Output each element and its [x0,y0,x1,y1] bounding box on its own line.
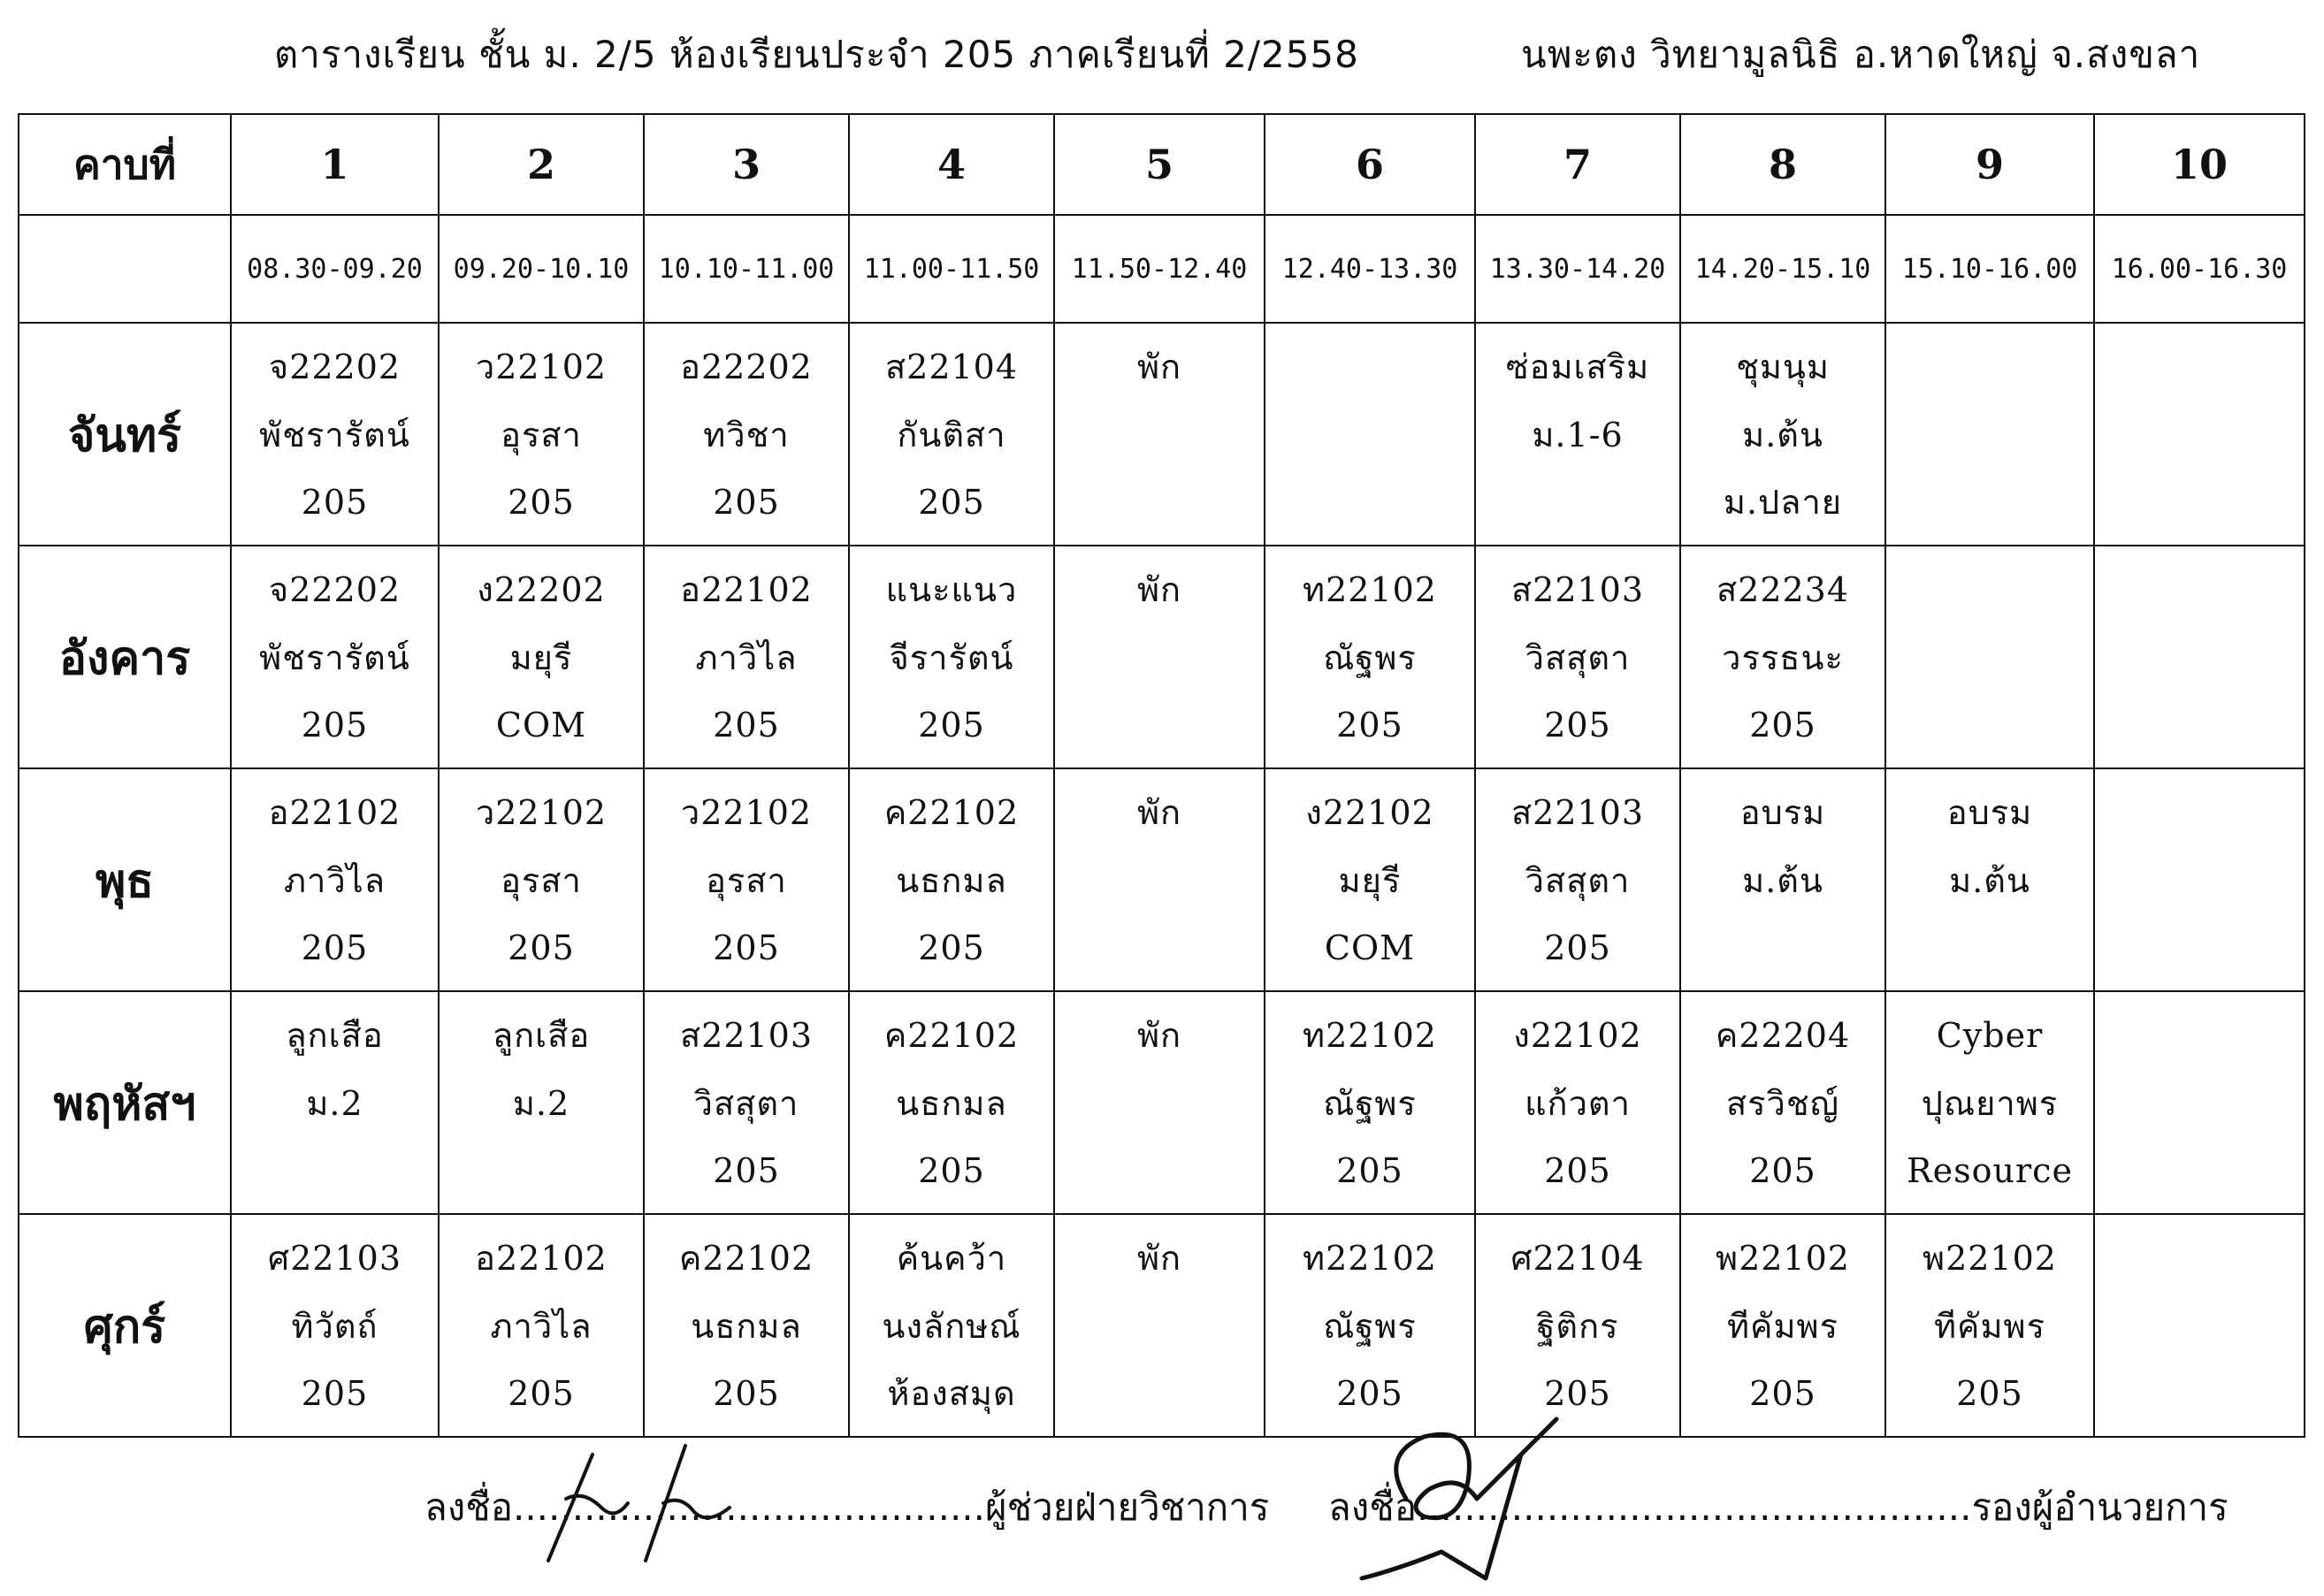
period-number: 2 [439,114,644,215]
cell-content [1681,770,1884,989]
cell-room: 205 [713,706,780,745]
cell-subject-code: ส22104 [884,347,1019,386]
cell-teacher-name: ณัฐพร [1323,638,1417,677]
cell-room: Resource [1907,1151,2073,1191]
timetable-cell [2094,768,2305,991]
timetable-cell [439,768,644,991]
cell-room: 205 [301,1374,369,1414]
cell-subject-code: อ22202 [680,347,813,386]
cell-content [1681,547,1884,767]
cell-room [1055,476,1264,544]
cell-subject-code: ส22103 [679,1016,814,1055]
cell-subject-code: ส22103 [1510,793,1645,832]
cell-teacher-name: ม.ต้น [1742,860,1823,900]
timetable-cell [439,546,644,768]
cell-subject-code: พัก [1136,1016,1182,1055]
cell-room: 205 [301,928,369,968]
cell-content [232,1216,438,1435]
cell-teacher-name: ทีคัมพร [1934,1306,2045,1346]
day-row [19,323,2305,546]
cell-teacher-name: อุรสา [706,860,787,900]
cell-content [1476,325,1679,544]
cell-room [2095,476,2304,544]
cell-room [1476,476,1679,544]
period-time: 14.20-15.10 [1680,215,1885,323]
cell-content [1886,1216,2093,1435]
cell-room: 205 [918,1151,985,1191]
cell-teacher-name: ณัฐพร [1323,1083,1417,1123]
cell-room: 205 [713,1374,780,1414]
cell-subject-code: พ22102 [1716,1239,1850,1278]
cell-subject-code: ว22102 [475,793,608,832]
cell-room [2095,1367,2304,1435]
cell-content [2095,325,2304,544]
cell-teacher-name: นธกมล [896,1083,1007,1123]
cell-subject-code: ง22102 [1305,793,1434,832]
cell-room: 205 [918,928,985,968]
cell-subject-code: ซ่อมเสริม [1505,347,1650,386]
cell-room: 205 [1336,1374,1403,1414]
cell-content [645,770,848,989]
cell-subject-code: จ22202 [268,347,401,386]
cell-room: 205 [713,928,780,968]
cell-teacher-name: มยุรี [509,638,573,677]
cell-teacher-name: วิสสุตา [1525,638,1631,677]
period-number: 3 [644,114,849,215]
period-time: 13.30-14.20 [1475,215,1680,323]
cell-room: 205 [1749,1151,1816,1191]
cell-subject-code: Cyber [1936,1016,2044,1055]
cell-room [1055,921,1264,989]
cell-room: 205 [1544,928,1611,968]
cell-content [645,547,848,767]
cell-content [1886,993,2093,1212]
cell-subject-code: ง22202 [477,570,606,609]
cell-room [1055,699,1264,767]
cell-content [1265,325,1474,544]
cell-subject-code: ลูกเสือ [492,1016,591,1055]
cell-subject-code: พ22102 [1923,1239,2057,1278]
timetable-cell [439,1214,644,1437]
timetable-cell [439,323,644,546]
cell-room [440,1144,643,1212]
cell-subject-code [2095,1009,2304,1077]
period-time: 16.00-16.30 [2094,215,2305,323]
cell-content [1476,547,1679,767]
cell-room [1681,921,1884,989]
day-label: อังคาร [19,546,231,768]
cell-teacher-name: ภาวิไล [490,1306,592,1346]
timetable-cell [231,768,439,991]
timetable-cell [1265,991,1475,1214]
page-title [274,19,2220,90]
cell-content [1476,770,1679,989]
period-number: 1 [231,114,439,215]
cell-subject-code: ง22102 [1513,1016,1642,1055]
cell-content [232,770,438,989]
cell-teacher-name [1055,1300,1264,1368]
cell-content [1476,993,1679,1212]
cell-room: 205 [301,706,369,745]
cell-content [645,1216,848,1435]
cell-room: 205 [1544,1374,1611,1414]
cell-content [440,1216,643,1435]
cell-subject-code [2095,1232,2304,1300]
day-label: ศุกร์ [19,1214,231,1437]
timetable-cell [1680,1214,1885,1437]
cell-teacher-name [2095,409,2304,477]
timetable-cell [849,1214,1054,1437]
cell-teacher-name [1055,409,1264,477]
cell-content [645,325,848,544]
cell-subject-code [2095,563,2304,631]
day-row [19,1214,2305,1437]
timetable-cell [1885,546,2094,768]
handwritten-signature-2 [1344,1401,1574,1587]
timetable-cell [1885,991,2094,1214]
timetable-cell [231,991,439,1214]
cell-room: 205 [713,1151,780,1191]
period-number: 9 [1885,114,2094,215]
cell-teacher-name: ณัฐพร [1323,1306,1417,1346]
cell-content [645,993,848,1212]
cell-subject-code: ส22234 [1716,570,1850,609]
cell-room: 205 [301,483,369,523]
cell-content [850,993,1053,1212]
cell-subject-code: พัก [1136,793,1182,832]
cell-teacher-name: ปุณยาพร [1921,1083,2059,1123]
timetable-cell [2094,323,2305,546]
timetable-cell [439,991,644,1214]
cell-subject-code: ค22102 [678,1239,814,1278]
cell-teacher-name: วิสสุตา [1525,860,1631,900]
cell-content [2095,547,2304,767]
cell-content [1265,547,1474,767]
handwritten-signature-1 [531,1437,743,1569]
timetable-cell [1054,768,1265,991]
cell-teacher-name: อุรสา [501,415,582,454]
cell-content [440,993,643,1212]
timetable-cell [1475,323,1680,546]
cell-teacher-name: ทวิชา [703,415,790,454]
period-time: 12.40-13.30 [1265,215,1475,323]
cell-teacher-name [1265,409,1474,477]
cell-room: ม.ปลาย [1723,483,1843,523]
time-header-blank [19,215,231,323]
timetable-cell [231,546,439,768]
timetable-cell [1265,323,1475,546]
timetable-cell [849,768,1054,991]
cell-teacher-name: วรรธนะ [1722,638,1844,677]
cell-teacher-name: แก้วตา [1525,1083,1631,1123]
timetable-cell [1680,768,1885,991]
period-time-row [19,215,2305,323]
cell-subject-code: อ22102 [268,793,401,832]
period-number: 8 [1680,114,1885,215]
cell-content [1055,325,1264,544]
cell-teacher-name [2095,1077,2304,1145]
timetable-cell [2094,991,2305,1214]
cell-room [2095,699,2304,767]
cell-subject-code: อบรม [1739,793,1826,832]
cell-room [1265,476,1474,544]
timetable-cell [849,546,1054,768]
school-name: นพะตง วิทยามูลนิธิ อ.หาดใหญ่ จ.สงขลา [1521,33,2201,76]
cell-room [1886,476,2093,544]
cell-subject-code [1886,563,2093,631]
period-time: 09.20-10.10 [439,215,644,323]
day-row [19,991,2305,1214]
timetable-cell [1475,546,1680,768]
cell-content [1681,993,1884,1212]
cell-content [1055,1216,1264,1435]
cell-room [1055,1367,1264,1435]
cell-subject-code: พัก [1136,1239,1182,1278]
period-number-row [19,114,2305,215]
cell-teacher-name: ม.2 [512,1083,570,1123]
cell-content [1265,993,1474,1212]
cell-room: 205 [1336,706,1403,745]
timetable-cell [644,1214,849,1437]
period-time: 08.30-09.20 [231,215,439,323]
timetable-cell [1265,768,1475,991]
cell-teacher-name [2095,1300,2304,1368]
cell-subject-code: ท22102 [1303,570,1437,609]
cell-subject-code: ศ22104 [1510,1239,1645,1278]
cell-subject-code: ว22102 [680,793,813,832]
cell-room: 205 [508,483,575,523]
cell-room [1886,699,2093,767]
cell-teacher-name: อุรสา [501,860,582,900]
cell-content [1265,770,1474,989]
cell-subject-code: ว22102 [475,347,608,386]
timetable-cell [2094,546,2305,768]
cell-content [440,770,643,989]
cell-room [232,1144,438,1212]
cell-content [2095,1216,2304,1435]
cell-teacher-name: ม.1-6 [1532,415,1624,454]
timetable-cell [1885,1214,2094,1437]
cell-room: 205 [508,928,575,968]
timetable-cell [849,991,1054,1214]
period-number: 6 [1265,114,1475,215]
timetable-cell [1885,323,2094,546]
cell-room: 205 [508,1374,575,1414]
period-number: 7 [1475,114,1680,215]
cell-teacher-name [1886,409,2093,477]
cell-room: COM [1324,928,1416,968]
timetable-cell [1475,768,1680,991]
cell-subject-code: ลูกเสือ [286,1016,384,1055]
period-time: 15.10-16.00 [1885,215,2094,323]
cell-room: 205 [1749,706,1816,745]
cell-content [440,325,643,544]
cell-teacher-name: นธกมล [691,1306,802,1346]
cell-room [1886,921,2093,989]
cell-subject-code [2095,340,2304,409]
cell-content [1055,993,1264,1212]
cell-content [2095,993,2304,1212]
cell-teacher-name [1055,1077,1264,1145]
cell-subject-code: พัก [1136,570,1182,609]
timetable-cell [644,991,849,1214]
cell-content [850,770,1053,989]
timetable-body [19,114,2305,1437]
cell-content [850,325,1053,544]
cell-teacher-name [1055,854,1264,922]
timetable-cell [1475,991,1680,1214]
timetable [18,113,2305,1438]
cell-teacher-name: พัชรารัตน์ [259,638,410,677]
cell-teacher-name [1055,631,1264,699]
cell-subject-code: ค้นคว้า [896,1239,1007,1278]
timetable-cell [1885,768,2094,991]
period-time: 11.50-12.40 [1054,215,1265,323]
cell-content [2095,770,2304,989]
day-label: จันทร์ [19,323,231,546]
timetable-cell [1680,991,1885,1214]
cell-subject-code [2095,786,2304,854]
period-number: 4 [849,114,1054,215]
day-label: พุธ [19,768,231,991]
cell-subject-code: อ22102 [680,570,813,609]
cell-content [232,325,438,544]
timetable-cell [2094,1214,2305,1437]
cell-subject-code: อ22102 [475,1239,608,1278]
cell-subject-code: อบรม [1946,793,2033,832]
cell-content [1886,325,2093,544]
cell-room: COM [495,706,587,745]
day-row [19,546,2305,768]
cell-content [1886,547,2093,767]
cell-subject-code: ค22204 [1715,1016,1851,1055]
cell-subject-code: ศ22103 [267,1239,401,1278]
timetable-cell [1054,1214,1265,1437]
timetable-cell [1680,323,1885,546]
cell-room [2095,921,2304,989]
cell-room: 205 [918,483,985,523]
cell-teacher-name: ทิวัตถ์ [291,1306,378,1346]
cell-teacher-name: ภาวิไล [283,860,386,900]
cell-subject-code: ท22102 [1303,1016,1437,1055]
cell-teacher-name: กันติสา [897,415,1006,454]
cell-subject-code [1265,340,1474,409]
cell-subject-code: ส22103 [1510,570,1645,609]
cell-teacher-name: ม.ต้น [1949,860,2030,900]
cell-room: 205 [1544,706,1611,745]
cell-teacher-name: มยุรี [1338,860,1402,900]
schedule-title: ตารางเรียน ชั้น ม. 2/5 ห้องเรียนประจำ 205 ภาคเรียนที่ 2/2558 [274,33,1359,76]
cell-teacher-name: วิสสุตา [693,1083,799,1123]
timetable-cell [644,323,849,546]
period-number: 10 [2094,114,2305,215]
cell-room: 205 [918,706,985,745]
cell-teacher-name: ทีคัมพร [1727,1306,1839,1346]
cell-teacher-name [1886,631,2093,699]
cell-teacher-name: พัชรารัตน์ [259,415,410,454]
timetable-cell [644,546,849,768]
cell-content [1055,770,1264,989]
timetable-cell [1054,991,1265,1214]
timetable-cell [849,323,1054,546]
cell-teacher-name [2095,854,2304,922]
cell-content [232,993,438,1212]
timetable-cell [1054,323,1265,546]
cell-content [440,547,643,767]
cell-subject-code: พัก [1136,347,1182,386]
timetable-cell [231,1214,439,1437]
cell-content [1681,1216,1884,1435]
cell-content [1886,770,2093,989]
cell-teacher-name: นธกมล [896,860,1007,900]
deputy-director-signature-line: ลงชื่อ...............................................รองผู้อำนวยการ [1328,1485,2228,1529]
cell-room: 205 [1336,1151,1403,1191]
cell-teacher-name: ภาวิไล [695,638,798,677]
cell-subject-code: ค22102 [883,1016,1020,1055]
cell-room: 205 [713,483,780,523]
period-time: 11.00-11.50 [849,215,1054,323]
academic-assistant-signature-line: ลงชื่อ........................................ผู้ช่วยฝ่ายวิชาการ [424,1485,1270,1529]
timetable-cell [1054,546,1265,768]
cell-teacher-name: ม.ต้น [1742,415,1823,454]
timetable-cell [644,768,849,991]
cell-content [232,547,438,767]
cell-subject-code: ชุมนุม [1736,347,1830,386]
timetable-cell [1265,546,1475,768]
cell-teacher-name: นงลักษณ์ [882,1306,1021,1346]
cell-subject-code: ค22102 [883,793,1020,832]
cell-room [2095,1144,2304,1212]
cell-room: 205 [1749,1374,1816,1414]
cell-content [850,547,1053,767]
cell-content [1681,325,1884,544]
period-header-label: คาบที่ [19,114,231,215]
day-row [19,768,2305,991]
cell-teacher-name [2095,631,2304,699]
day-label: พฤหัสฯ [19,991,231,1214]
timetable-cell [231,323,439,546]
cell-subject-code [1886,340,2093,409]
period-number: 5 [1054,114,1265,215]
cell-teacher-name: ฐิติกร [1536,1306,1619,1346]
cell-room: ห้องสมุด [887,1374,1016,1414]
cell-subject-code: แนะแนว [885,570,1018,609]
cell-teacher-name: สรวิชญ์ [1725,1083,1840,1123]
cell-room [1055,1144,1264,1212]
cell-subject-code: ท22102 [1303,1239,1437,1278]
cell-room: 205 [1956,1374,2023,1414]
cell-subject-code: จ22202 [268,570,401,609]
cell-content [850,1216,1053,1435]
cell-content [1055,547,1264,767]
cell-teacher-name: ม.2 [306,1083,363,1123]
cell-teacher-name: จีรารัตน์ [889,638,1014,677]
timetable-cell [1680,546,1885,768]
period-time: 10.10-11.00 [644,215,849,323]
cell-room: 205 [1544,1151,1611,1191]
